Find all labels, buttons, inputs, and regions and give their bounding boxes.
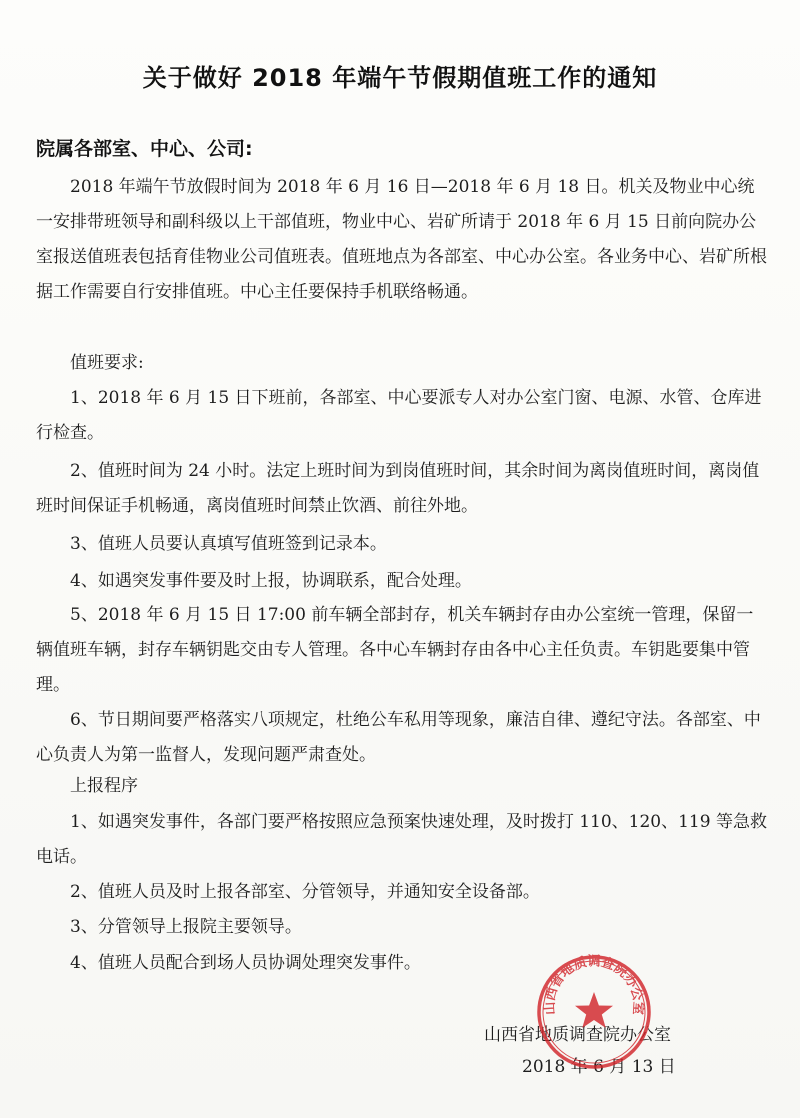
requirement-item-2: 2、值班时间为 24 小时。法定上班时间为到岗值班时间，其余时间为离岗值班时间，离岗值班时间保证手机畅通，离岗值班时间禁止饮酒、前往外地。 [36,461,760,516]
requirement-item-4: 4、如遇突发事件要及时上报，协调联系，配合处理。 [70,571,472,591]
intro-paragraph: 2018 年端午节放假时间为 2018 年 6 月 16 日—2018 年 6 月 18 日。机关及物业中心统一安排带班领导和副科级以上干部值班，物业中心、岩矿所请于 2018 年 6 月 15 日前向院办公室报送值班表包括育佳物业公司值班表。值班地点为各部室、中心办公室。各业务中心、岩矿所根据工作需要自行安排值班。中心主任要保持手机联络畅通。 [36,177,767,302]
signature-organization: 山西省地质调查院办公室 [484,1025,671,1045]
requirements-heading: 值班要求: [70,353,144,373]
procedure-item-3: 3、分管领导上报院主要领导。 [70,917,302,937]
requirement-item-3: 3、值班人员要认真填写值班签到记录本。 [70,534,387,554]
seal-arc-text: 山西省地质调查院办公室 [542,954,646,1016]
requirement-item-6: 6、节日期间要严格落实八项规定，杜绝公车私用等现象，廉洁自律、遵纪守法。各部室、中心负责人为第一监督人，发现问题严肃查处。 [36,710,761,765]
procedure-item-4: 4、值班人员配合到场人员协调处理突发事件。 [70,953,421,973]
salutation: 院属各部室、中心、公司: [36,138,253,160]
requirement-item-5: 5、2018 年 6 月 15 日 17:00 前车辆全部封存，机关车辆封存由办公室统一管理，保留一辆值班车辆，封存车辆钥匙交由专人管理。各中心车辆封存由各中心主任负责。车钥匙要集中管理。 [36,605,754,695]
signature-date: 2018 年 6 月 13 日 [522,1057,676,1077]
seal-star-icon [575,992,613,1028]
document-title: 关于做好 2018 年端午节假期值班工作的通知 [142,64,658,92]
procedure-item-1: 1、如遇突发事件，各部门要严格按照应急预案快速处理，及时拨打 110、120、119 等急救电话。 [36,812,767,867]
procedure-item-2: 2、值班人员及时上报各部室、分管领导，并通知安全设备部。 [70,882,540,902]
official-seal-icon [534,952,654,1072]
procedure-heading: 上报程序 [70,776,138,796]
requirement-item-1: 1、2018 年 6 月 15 日下班前，各部室、中心要派专人对办公室门窗、电源、水管、仓库进行检查。 [36,388,762,443]
